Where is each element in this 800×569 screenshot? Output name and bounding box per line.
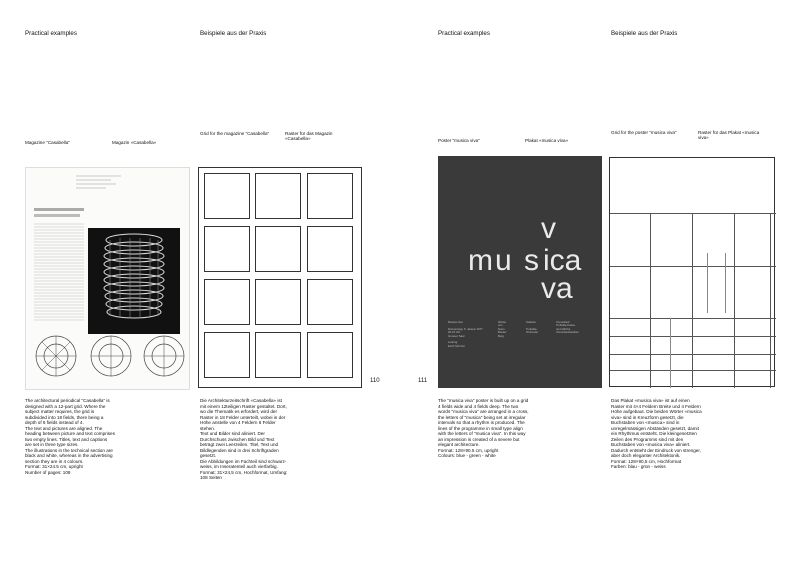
header-beispiele-left: Beispiele aus der Praxis	[200, 30, 267, 37]
header-practical-examples-right: Practical examples	[438, 30, 490, 37]
grid-line	[650, 213, 651, 388]
grid-line	[610, 213, 776, 214]
header-practical-examples-left: Practical examples	[25, 30, 77, 37]
grid-line	[610, 370, 776, 371]
grid-line	[610, 354, 776, 355]
grid-line	[670, 318, 671, 388]
poster-program-col2: Werke von Nono Boulez Berg	[498, 320, 507, 338]
grid-cell	[204, 173, 250, 219]
casabella-illustration	[26, 168, 189, 389]
text-casabella-en: The architectural periodical "Casabella" is designed with a 12-part grid. Where the subject matter requires, the grid is subdivided into 18 fields, there being a depth of 6 fields instead of 4. The text and pictures are aligned. The heading between picture and text comprises two empty lines. Titles, text and captions are set in three type sizes. The illustrations in the technical section are black and white, whereas in the advertising section they are in 4 colours. Format: 31×24.5 cm, upright Number of pages: 108	[25, 398, 115, 475]
page-number-left: 110	[370, 378, 380, 384]
caption-grid-magazine-en: Grid for the magazine "Casabella"	[200, 131, 270, 136]
caption-grid-magazine-de: Raster für das Magazin «Casabella»	[285, 131, 333, 142]
text-poster-de: Das Plakat «musica viva» ist auf einen Raster mit 4×4 Feldern Breite und 4 Feldern Höhe aufgebaut. Die beiden Wörter «musica viva» sind in Kreuzform gesetzt, die Buchstaben von «musica» sind in unregelmässigen Abständen gesetzt, damit ein Rhythmus entsteht. Die kleingesetzten Zeilen des Programms sind mit den Buchstaben von «musica viva» aliniert. Dadurch entsteht der Eindruck von strenger, aber doch eleganter Architektonik. Format: 128×90,5 cm, Hochformat Farben: blau - grün - weiss	[611, 398, 702, 469]
header-beispiele-right: Beispiele aus der Praxis	[611, 30, 678, 37]
caption-poster-en: Poster "musica viva"	[438, 138, 480, 143]
poster-program-col1: Musica viva Donnerstag, 6. Januar 1977 20.15 Uhr Grosser Saal Leitung: Erich Schmid	[448, 320, 483, 348]
grid-cell	[255, 279, 301, 325]
casabella-magazine-image	[25, 167, 190, 390]
grid-line	[610, 318, 776, 319]
grid-cell	[255, 332, 301, 378]
caption-poster-de: Plakat «musica viva»	[525, 138, 569, 143]
grid-cell	[204, 332, 250, 378]
grid-line	[725, 253, 726, 313]
grid-line	[692, 213, 693, 388]
grid-line	[770, 213, 771, 388]
caption-grid-poster-de: Raster für das Plakat «musica viva»	[698, 130, 760, 141]
poster-musica-viva	[438, 156, 602, 388]
grid-cell	[255, 173, 301, 219]
poster-letter-v: v	[541, 212, 556, 245]
poster-letters-va: va	[541, 272, 573, 305]
text-poster-en: The "musica viva" poster is built up on a grid 4 fields wide and 4 fields deep. The two words "musica viva" are arranged in a cross, the letters of "musica" being set at irregular intervals so that a rhythm is produced. The lines of the programme in small type align with the letters of "musica viva". In this way an impression is created of a severe but elegant architecture. Format: 128×90.5 cm, upright Colours: blue - green - white	[438, 398, 529, 458]
grid-cell	[307, 279, 353, 325]
grid-cell	[255, 226, 301, 272]
grid-cell	[307, 226, 353, 272]
grid-line	[610, 266, 776, 267]
caption-magazine-en: Magazine "Casabella"	[25, 140, 70, 145]
caption-magazine-de: Magazin «Casabella»	[112, 140, 157, 145]
grid-cell	[307, 332, 353, 378]
grid-musica-viva	[609, 157, 775, 387]
poster-program-col3: Solisten Tonhalle- Orchester	[526, 320, 539, 335]
grid-cell	[204, 226, 250, 272]
grid-line	[707, 253, 708, 313]
page-number-right: 111	[418, 378, 428, 384]
grid-line	[734, 213, 735, 388]
text-casabella-de: Die Architekturzeitschrift «Casabella» ist mit einem 12teiligen Raster gestaltet. Dort, wo die Thematik es erfordert, wird der Raster in 18 Felder unterteilt, wobei in der Höhe anstelle von 4 Feldern 6 Felder stehen. Text und Bilder sind aliniert. Der Durchschuss zwischen Bild und Text beträgt zwei Leerzeilen. Titel, Text und Bildlegenden sind in drei Schriftgraden gesetzt. Die Abbildungen im Fachteil sind schwarz-weiss, im Inseratenteil auch vierfarbig. Format: 31×24,5 cm, Hochformat, Umfang: 108 Seiten	[200, 398, 288, 480]
grid-casabella	[198, 167, 362, 388]
poster-word-mus: mu s	[468, 244, 542, 277]
poster-program-col4: Vorverkauf Tonhalle-Kasse und übliche Vorverkaufsstellen	[556, 320, 579, 335]
poster-word-ica: ica	[543, 244, 582, 277]
caption-grid-poster-en: Grid for the poster "musica viva"	[611, 130, 677, 135]
grid-cell	[204, 279, 250, 325]
grid-cell	[307, 173, 353, 219]
grid-line	[610, 336, 776, 337]
